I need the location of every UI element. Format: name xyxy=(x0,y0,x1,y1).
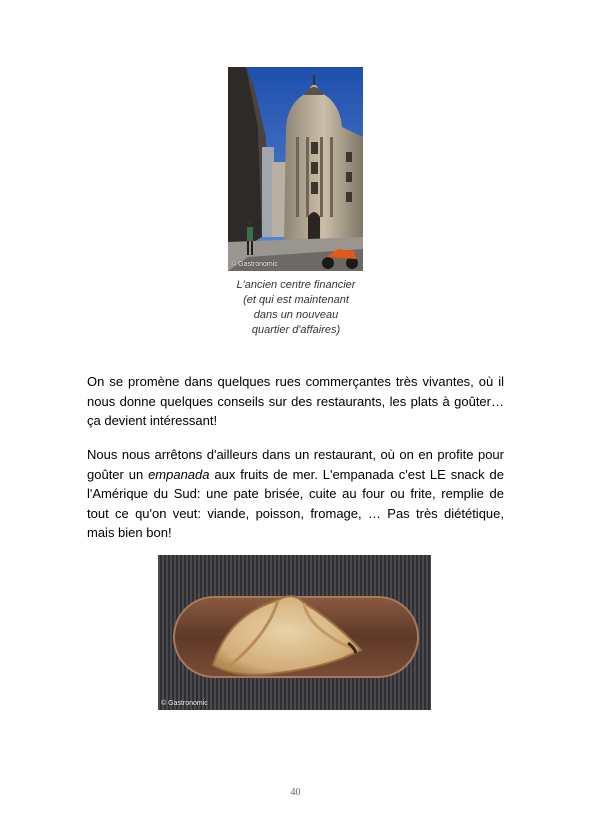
caption-line: dans un nouveau xyxy=(253,309,339,321)
building-illustration xyxy=(228,67,363,271)
paragraph-text: aux fruits de mer. L'empanada c'est LE snack de l'Amérique du Sud: une pate brisée, cuite au four ou frite, remplie de tout ce qu'on veut: viande, poisson, fromage, … Pas très diététique, mais bien bon! xyxy=(87,466,504,540)
caption-line: (et qui est maintenant xyxy=(243,294,349,306)
caption-line: quartier d'affaires) xyxy=(251,324,341,336)
paragraph-empanada xyxy=(87,445,504,543)
paragraph-streets: On se promène dans quelques rues commerçantes très vivantes, où il nous donne quelques conseils sur des restaurants, les plats à goûter… ça devient intéressant! xyxy=(87,374,504,428)
emphasis-empanada: empanada xyxy=(148,466,210,482)
paragraph-text: Nous nous arrêtons d'ailleurs dans un restaurant, où on en profite pour goûter un xyxy=(87,447,504,482)
caption-line: L'ancien centre financier xyxy=(236,279,356,291)
photo-caption xyxy=(195,278,397,338)
page-number: 40 xyxy=(290,787,301,798)
photo-watermark: © Gastronomic xyxy=(231,261,278,268)
empanada-photo xyxy=(158,555,431,710)
building-photo xyxy=(228,67,363,271)
empanada-illustration xyxy=(158,555,431,710)
photo-watermark: © Gastronomic xyxy=(161,700,208,707)
